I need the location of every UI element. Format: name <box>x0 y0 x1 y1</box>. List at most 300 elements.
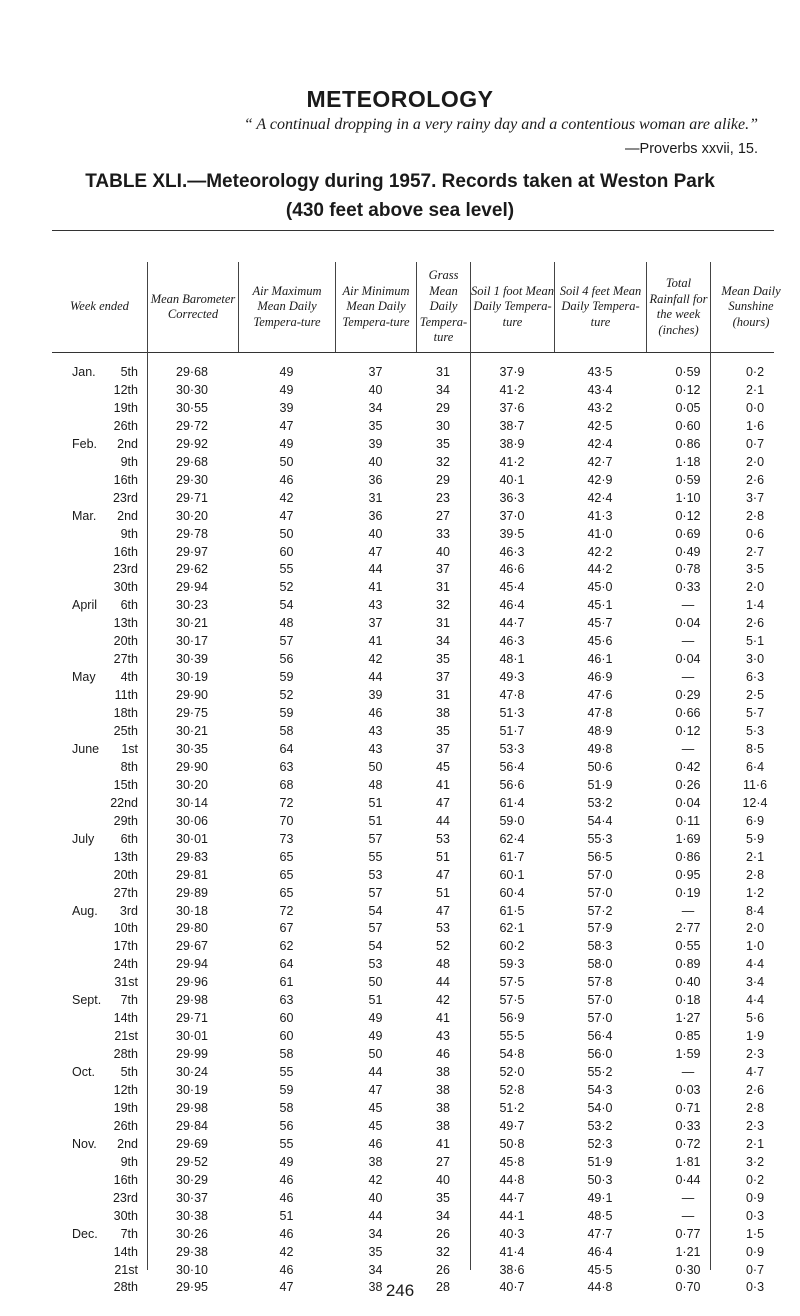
soil-4ft-value: 45·1 <box>587 598 613 613</box>
air-max-value: 58 <box>279 1100 294 1115</box>
barometer-value: 30·20 <box>176 508 208 523</box>
air-min-value: 54 <box>368 939 383 954</box>
soil-4ft-value: 44·2 <box>587 562 613 577</box>
table-row <box>0 400 800 417</box>
grass-value: 40 <box>436 1172 450 1187</box>
soil-4ft-value: 53·2 <box>587 1118 613 1133</box>
air-min-value: 47 <box>368 1083 383 1097</box>
week-month: Oct. <box>72 1065 95 1080</box>
soil-4ft-value: 57·0 <box>587 1011 613 1026</box>
grass-value: 23 <box>436 490 450 505</box>
soil-1ft-value: 41·2 <box>499 382 525 397</box>
week-day: 22nd <box>110 795 138 810</box>
barometer-value: 30·21 <box>176 616 208 631</box>
table-row <box>0 741 800 758</box>
grass-value: 35 <box>436 724 450 738</box>
week-day: 13th <box>113 616 138 631</box>
rainfall-value: 0·03 <box>675 1083 701 1097</box>
air-min-value: 39 <box>368 436 383 451</box>
air-min-value: 50 <box>368 759 383 774</box>
grass-value: 30 <box>436 418 450 433</box>
air-max-value: 42 <box>279 490 294 505</box>
grass-value: 41 <box>436 1011 450 1026</box>
air-max-value: 55 <box>279 1065 294 1080</box>
week-day: 9th <box>120 454 138 469</box>
soil-1ft-value: 37·6 <box>499 400 525 415</box>
soil-4ft-value: 42·9 <box>587 472 613 487</box>
rainfall-value: 0·30 <box>675 1262 701 1277</box>
rainfall-value: 1·81 <box>675 1154 701 1169</box>
air-min-value: 41 <box>368 634 383 649</box>
sunshine-value: 6·4 <box>745 759 765 774</box>
soil-1ft-value: 40·3 <box>499 1226 525 1241</box>
soil-1ft-value: 40·7 <box>499 1280 525 1295</box>
week-day: 18th <box>113 706 138 721</box>
sunshine-value: 3·4 <box>745 975 765 990</box>
sunshine-value: 2·5 <box>745 688 765 703</box>
air-min-value: 34 <box>368 1226 383 1241</box>
barometer-value: 30·23 <box>176 598 208 613</box>
soil-4ft-value: 42·2 <box>587 544 613 559</box>
rainfall-value: 0·11 <box>675 813 701 828</box>
soil-4ft-value: 48·9 <box>587 724 613 738</box>
week-day: 20th <box>113 634 138 649</box>
table-row <box>0 633 800 650</box>
week-day: 26th <box>113 418 138 433</box>
sunshine-value: 8·4 <box>745 903 765 918</box>
barometer-value: 29·98 <box>176 1100 208 1115</box>
sunshine-value: 2·8 <box>745 508 765 523</box>
soil-1ft-value: 46·3 <box>499 634 525 649</box>
week-month: Mar. <box>72 508 97 523</box>
air-min-value: 54 <box>368 903 383 918</box>
soil-1ft-value: 52·8 <box>499 1083 525 1097</box>
sunshine-value: 3·5 <box>745 562 765 577</box>
sunshine-value: 2·1 <box>745 849 765 864</box>
air-max-value: 70 <box>279 813 294 828</box>
grass-value: 40 <box>436 544 450 559</box>
grass-value: 34 <box>436 634 450 649</box>
week-day: 27th <box>113 652 138 667</box>
air-max-value: 59 <box>279 1083 294 1097</box>
soil-4ft-value: 54·4 <box>587 813 613 828</box>
air-min-value: 44 <box>368 562 383 577</box>
table-row <box>0 1010 800 1027</box>
air-max-value: 65 <box>279 867 294 882</box>
week-day: 23rd <box>112 490 138 505</box>
barometer-value: 29·75 <box>176 706 208 721</box>
week-day: 6th <box>120 598 138 613</box>
grass-value: 26 <box>436 1226 450 1241</box>
air-max-value: 58 <box>279 1047 294 1062</box>
soil-4ft-value: 45·5 <box>587 1262 613 1277</box>
rainfall-value: — <box>681 1065 695 1080</box>
soil-1ft-value: 54·8 <box>499 1047 525 1062</box>
barometer-value: 29·78 <box>176 526 208 541</box>
table-row <box>0 454 800 471</box>
barometer-value: 30·18 <box>176 903 208 918</box>
sunshine-value: 0·0 <box>745 400 765 415</box>
rainfall-value: — <box>681 598 695 613</box>
page-heading: METEOROLOGY <box>306 86 494 112</box>
grass-value: 35 <box>436 1190 450 1205</box>
soil-1ft-value: 38·9 <box>499 436 525 451</box>
air-max-value: 47 <box>279 508 294 523</box>
sunshine-value: 0·2 <box>745 365 765 379</box>
soil-1ft-value: 61·5 <box>499 903 525 918</box>
soil-4ft-value: 45·0 <box>587 580 613 595</box>
table-row <box>0 1046 800 1063</box>
rainfall-value: 0·69 <box>675 526 701 541</box>
sunshine-value: 0·6 <box>745 526 765 541</box>
week-month: June <box>72 741 100 756</box>
week-month: May <box>72 670 96 685</box>
soil-1ft-value: 60·4 <box>499 885 525 900</box>
table-row <box>0 579 800 596</box>
sunshine-value: 1·6 <box>745 418 765 433</box>
rainfall-value: 0·12 <box>675 382 701 397</box>
air-max-value: 72 <box>279 795 294 810</box>
air-max-value: 55 <box>279 1136 294 1151</box>
soil-1ft-value: 53·3 <box>499 741 525 756</box>
soil-1ft-value: 44·1 <box>499 1208 525 1223</box>
air-min-value: 53 <box>368 957 383 972</box>
week-month: Sept. <box>72 993 102 1008</box>
rainfall-value: 0·72 <box>675 1136 701 1151</box>
barometer-value: 29·68 <box>176 454 208 469</box>
air-min-value: 49 <box>368 1029 383 1044</box>
barometer-value: 29·52 <box>176 1154 208 1169</box>
table-row <box>0 1154 800 1171</box>
epigraph-quote <box>0 116 758 134</box>
air-min-value: 40 <box>368 526 383 541</box>
week-day: 4th <box>120 670 138 685</box>
table-title: TABLE XLI.—Meteorology during 1957. Records taken at Weston Park <box>85 171 715 192</box>
air-min-value: 41 <box>368 580 383 595</box>
grass-value: 29 <box>436 472 450 487</box>
air-max-value: 46 <box>279 1172 294 1187</box>
table-row <box>0 1118 800 1135</box>
week-day: 25th <box>113 724 138 738</box>
soil-4ft-value: 52·3 <box>587 1136 613 1151</box>
week-day: 19th <box>113 400 138 415</box>
soil-4ft-value: 56·4 <box>587 1029 613 1044</box>
week-day: 23rd <box>112 1190 138 1205</box>
column-header-soil-1ft: Soil 1 foot Mean Daily Tempera-ture <box>471 283 554 329</box>
barometer-value: 30·39 <box>176 652 208 667</box>
week-day: 1st <box>121 741 138 756</box>
table-row <box>0 777 800 794</box>
table-row <box>0 938 800 955</box>
sunshine-value: 3·7 <box>745 490 765 505</box>
sunshine-value: 0·2 <box>745 1172 765 1187</box>
soil-4ft-value: 47·8 <box>587 706 613 721</box>
table-row <box>0 1226 800 1243</box>
air-max-value: 52 <box>279 580 294 595</box>
barometer-value: 30·19 <box>176 670 208 685</box>
air-min-value: 40 <box>368 382 383 397</box>
sunshine-value: 4·4 <box>745 993 765 1008</box>
soil-1ft-value: 37·0 <box>499 508 525 523</box>
air-max-value: 47 <box>279 1280 294 1295</box>
week-day: 27th <box>113 885 138 900</box>
table-row <box>0 544 800 561</box>
soil-1ft-value: 56·9 <box>499 1011 525 1026</box>
soil-4ft-value: 43·5 <box>587 365 613 379</box>
air-max-value: 49 <box>279 1154 294 1169</box>
barometer-value: 30·01 <box>176 1029 208 1044</box>
table-row <box>0 615 800 632</box>
soil-4ft-value: 55·2 <box>587 1065 613 1080</box>
rainfall-value: 0·78 <box>675 562 701 577</box>
rainfall-value: 1·18 <box>675 454 701 469</box>
week-day: 16th <box>113 1172 138 1187</box>
grass-value: 51 <box>436 849 450 864</box>
barometer-value: 29·90 <box>176 759 208 774</box>
sunshine-value: 6·3 <box>745 670 765 685</box>
soil-1ft-value: 47·8 <box>499 688 525 703</box>
week-day: 9th <box>120 526 138 541</box>
soil-4ft-value: 57·8 <box>587 975 613 990</box>
soil-4ft-value: 47·7 <box>587 1226 613 1241</box>
column-header-rainfall: Total Rainfall for the week (inches) <box>649 276 708 337</box>
air-max-value: 64 <box>279 741 294 756</box>
air-min-value: 42 <box>368 1172 383 1187</box>
soil-4ft-value: 43·4 <box>587 382 613 397</box>
air-min-value: 51 <box>368 795 383 810</box>
air-min-value: 43 <box>368 724 383 738</box>
sunshine-value: 5·3 <box>745 724 765 738</box>
grass-value: 46 <box>436 1047 450 1062</box>
soil-1ft-value: 56·4 <box>499 759 525 774</box>
soil-4ft-value: 46·9 <box>587 670 613 685</box>
air-max-value: 62 <box>279 939 294 954</box>
rainfall-value: — <box>681 1190 695 1205</box>
air-max-value: 51 <box>279 1208 294 1223</box>
week-day: 2nd <box>117 1136 138 1151</box>
grass-value: 32 <box>436 598 450 613</box>
grass-value: 27 <box>436 508 450 523</box>
week-day: 30th <box>113 580 138 595</box>
soil-1ft-value: 44·8 <box>499 1172 525 1187</box>
table-subtitle: (430 feet above sea level) <box>285 200 515 221</box>
week-day: 26th <box>113 1118 138 1133</box>
table-row <box>0 956 800 973</box>
air-min-value: 46 <box>368 1136 383 1151</box>
barometer-value: 30·30 <box>176 382 208 397</box>
soil-4ft-value: 54·0 <box>587 1100 613 1115</box>
week-day: 16th <box>113 544 138 559</box>
grass-value: 34 <box>436 1208 450 1223</box>
soil-4ft-value: 54·3 <box>587 1083 613 1097</box>
air-min-value: 38 <box>368 1154 383 1169</box>
air-max-value: 56 <box>279 652 294 667</box>
soil-1ft-value: 38·7 <box>499 418 525 433</box>
rainfall-value: 1·27 <box>675 1011 701 1026</box>
grass-value: 26 <box>436 1262 450 1277</box>
table-row <box>0 687 800 704</box>
air-min-value: 53 <box>368 867 383 882</box>
barometer-value: 30·01 <box>176 831 208 846</box>
air-min-value: 44 <box>368 1208 383 1223</box>
soil-1ft-value: 36·3 <box>499 490 525 505</box>
week-day: 14th <box>113 1011 138 1026</box>
sunshine-value: 6·9 <box>745 813 765 828</box>
air-min-value: 42 <box>368 652 383 667</box>
grass-value: 53 <box>436 921 450 936</box>
barometer-value: 29·30 <box>176 472 208 487</box>
soil-1ft-value: 44·7 <box>499 616 525 631</box>
soil-1ft-value: 51·2 <box>499 1100 525 1115</box>
soil-4ft-value: 49·8 <box>587 741 613 756</box>
air-max-value: 64 <box>279 957 294 972</box>
week-day: 28th <box>113 1047 138 1062</box>
sunshine-value: 4·4 <box>745 957 765 972</box>
week-day: 19th <box>113 1100 138 1115</box>
grass-value: 34 <box>436 382 450 397</box>
grass-value: 31 <box>436 688 450 703</box>
grass-value: 33 <box>436 526 450 541</box>
sunshine-value: 2·3 <box>745 1047 765 1062</box>
page-number: 246 <box>385 1281 415 1300</box>
soil-1ft-value: 50·8 <box>499 1136 525 1151</box>
air-min-value: 49 <box>368 1011 383 1026</box>
week-day: 8th <box>120 759 138 774</box>
barometer-value: 30·10 <box>176 1262 208 1277</box>
barometer-value: 30·17 <box>176 634 208 649</box>
barometer-value: 29·62 <box>176 562 208 577</box>
table-top-rule <box>52 230 774 231</box>
rainfall-value: 0·85 <box>675 1029 701 1044</box>
week-month: July <box>72 831 95 846</box>
air-max-value: 59 <box>279 706 294 721</box>
sunshine-value: 2·7 <box>745 544 765 559</box>
table-row <box>0 490 800 507</box>
rainfall-value: 0·04 <box>675 795 701 810</box>
column-header-sunshine: Mean Daily Sunshine (hours) <box>721 283 781 329</box>
soil-1ft-value: 57·5 <box>499 975 525 990</box>
barometer-value: 30·35 <box>176 741 208 756</box>
air-min-value: 36 <box>368 508 383 523</box>
week-day: 2nd <box>117 436 138 451</box>
grass-value: 41 <box>436 1136 450 1151</box>
air-max-value: 67 <box>279 921 294 936</box>
air-min-value: 40 <box>368 454 383 469</box>
air-min-value: 57 <box>368 921 383 936</box>
soil-4ft-value: 58·3 <box>587 939 613 954</box>
barometer-value: 29·99 <box>176 1047 208 1062</box>
rainfall-value: 0·19 <box>675 885 701 900</box>
soil-4ft-value: 46·4 <box>587 1244 613 1259</box>
air-max-value: 63 <box>279 759 294 774</box>
table-row <box>0 1028 800 1045</box>
air-max-value: 63 <box>279 993 294 1008</box>
soil-4ft-value: 46·1 <box>587 652 613 667</box>
soil-4ft-value: 57·9 <box>587 921 613 936</box>
table-row <box>0 526 800 543</box>
table-row <box>0 759 800 776</box>
barometer-value: 30·37 <box>176 1190 208 1205</box>
sunshine-value: 2·0 <box>745 580 765 595</box>
grass-value: 44 <box>436 975 450 990</box>
air-min-value: 34 <box>368 400 383 415</box>
soil-1ft-value: 49·7 <box>499 1118 525 1133</box>
air-min-value: 39 <box>368 688 383 703</box>
air-max-value: 61 <box>279 975 294 990</box>
table-row <box>0 705 800 722</box>
soil-1ft-value: 48·1 <box>499 652 525 667</box>
soil-4ft-value: 47·6 <box>587 688 613 703</box>
air-min-value: 31 <box>368 490 383 505</box>
air-min-value: 45 <box>368 1118 383 1133</box>
week-day: 21st <box>114 1029 138 1044</box>
rainfall-value: 1·21 <box>675 1244 701 1259</box>
sunshine-value: 1·9 <box>745 1029 765 1044</box>
air-max-value: 59 <box>279 670 294 685</box>
air-max-value: 55 <box>279 562 294 577</box>
air-max-value: 58 <box>279 724 294 738</box>
epigraph-text: “ A continual dropping in a very rainy day and a contentious woman are alike.” <box>243 116 758 133</box>
sunshine-value: 2·0 <box>745 454 765 469</box>
table-row <box>0 418 800 435</box>
week-day: 14th <box>113 1244 138 1259</box>
air-max-value: 46 <box>279 472 294 487</box>
soil-4ft-value: 56·5 <box>587 849 613 864</box>
soil-4ft-value: 48·5 <box>587 1208 613 1223</box>
grass-value: 38 <box>436 1083 450 1097</box>
sunshine-value: 0·9 <box>745 1244 765 1259</box>
table-row <box>0 885 800 902</box>
barometer-value: 29·71 <box>176 490 208 505</box>
table-row <box>0 992 800 1009</box>
week-month: Jan. <box>72 365 96 379</box>
sunshine-value: 5·9 <box>745 831 765 846</box>
air-max-value: 68 <box>279 777 294 792</box>
table-row <box>0 1082 800 1099</box>
grass-value: 43 <box>436 1029 450 1044</box>
table-row <box>0 867 800 884</box>
soil-4ft-value: 45·7 <box>587 616 613 631</box>
table-row <box>0 382 800 399</box>
table-row <box>0 1064 800 1081</box>
air-min-value: 36 <box>368 472 383 487</box>
air-min-value: 55 <box>368 849 383 864</box>
air-max-value: 50 <box>279 526 294 541</box>
rainfall-value: 0·60 <box>675 418 701 433</box>
rainfall-value: 0·26 <box>675 777 701 792</box>
barometer-value: 29·96 <box>176 975 208 990</box>
barometer-value: 30·29 <box>176 1172 208 1187</box>
soil-1ft-value: 56·6 <box>499 777 525 792</box>
soil-4ft-value: 50·6 <box>587 759 613 774</box>
grass-value: 47 <box>436 903 450 918</box>
air-max-value: 46 <box>279 1262 294 1277</box>
table-row <box>0 472 800 489</box>
week-day: 31st <box>114 975 138 990</box>
sunshine-value: 4·7 <box>745 1065 765 1080</box>
barometer-value: 29·83 <box>176 849 208 864</box>
sunshine-value: 2·6 <box>745 472 765 487</box>
grass-value: 51 <box>436 885 450 900</box>
air-max-value: 50 <box>279 454 294 469</box>
air-min-value: 34 <box>368 1262 383 1277</box>
grass-value: 48 <box>436 957 450 972</box>
column-header-grass: Grass Mean Daily Tempera-ture <box>419 268 468 345</box>
column-header-air-max: Air Maximum Mean Daily Tempera-ture <box>252 283 322 329</box>
grass-value: 38 <box>436 1118 450 1133</box>
air-min-value: 47 <box>368 544 383 559</box>
soil-1ft-value: 62·4 <box>499 831 525 846</box>
